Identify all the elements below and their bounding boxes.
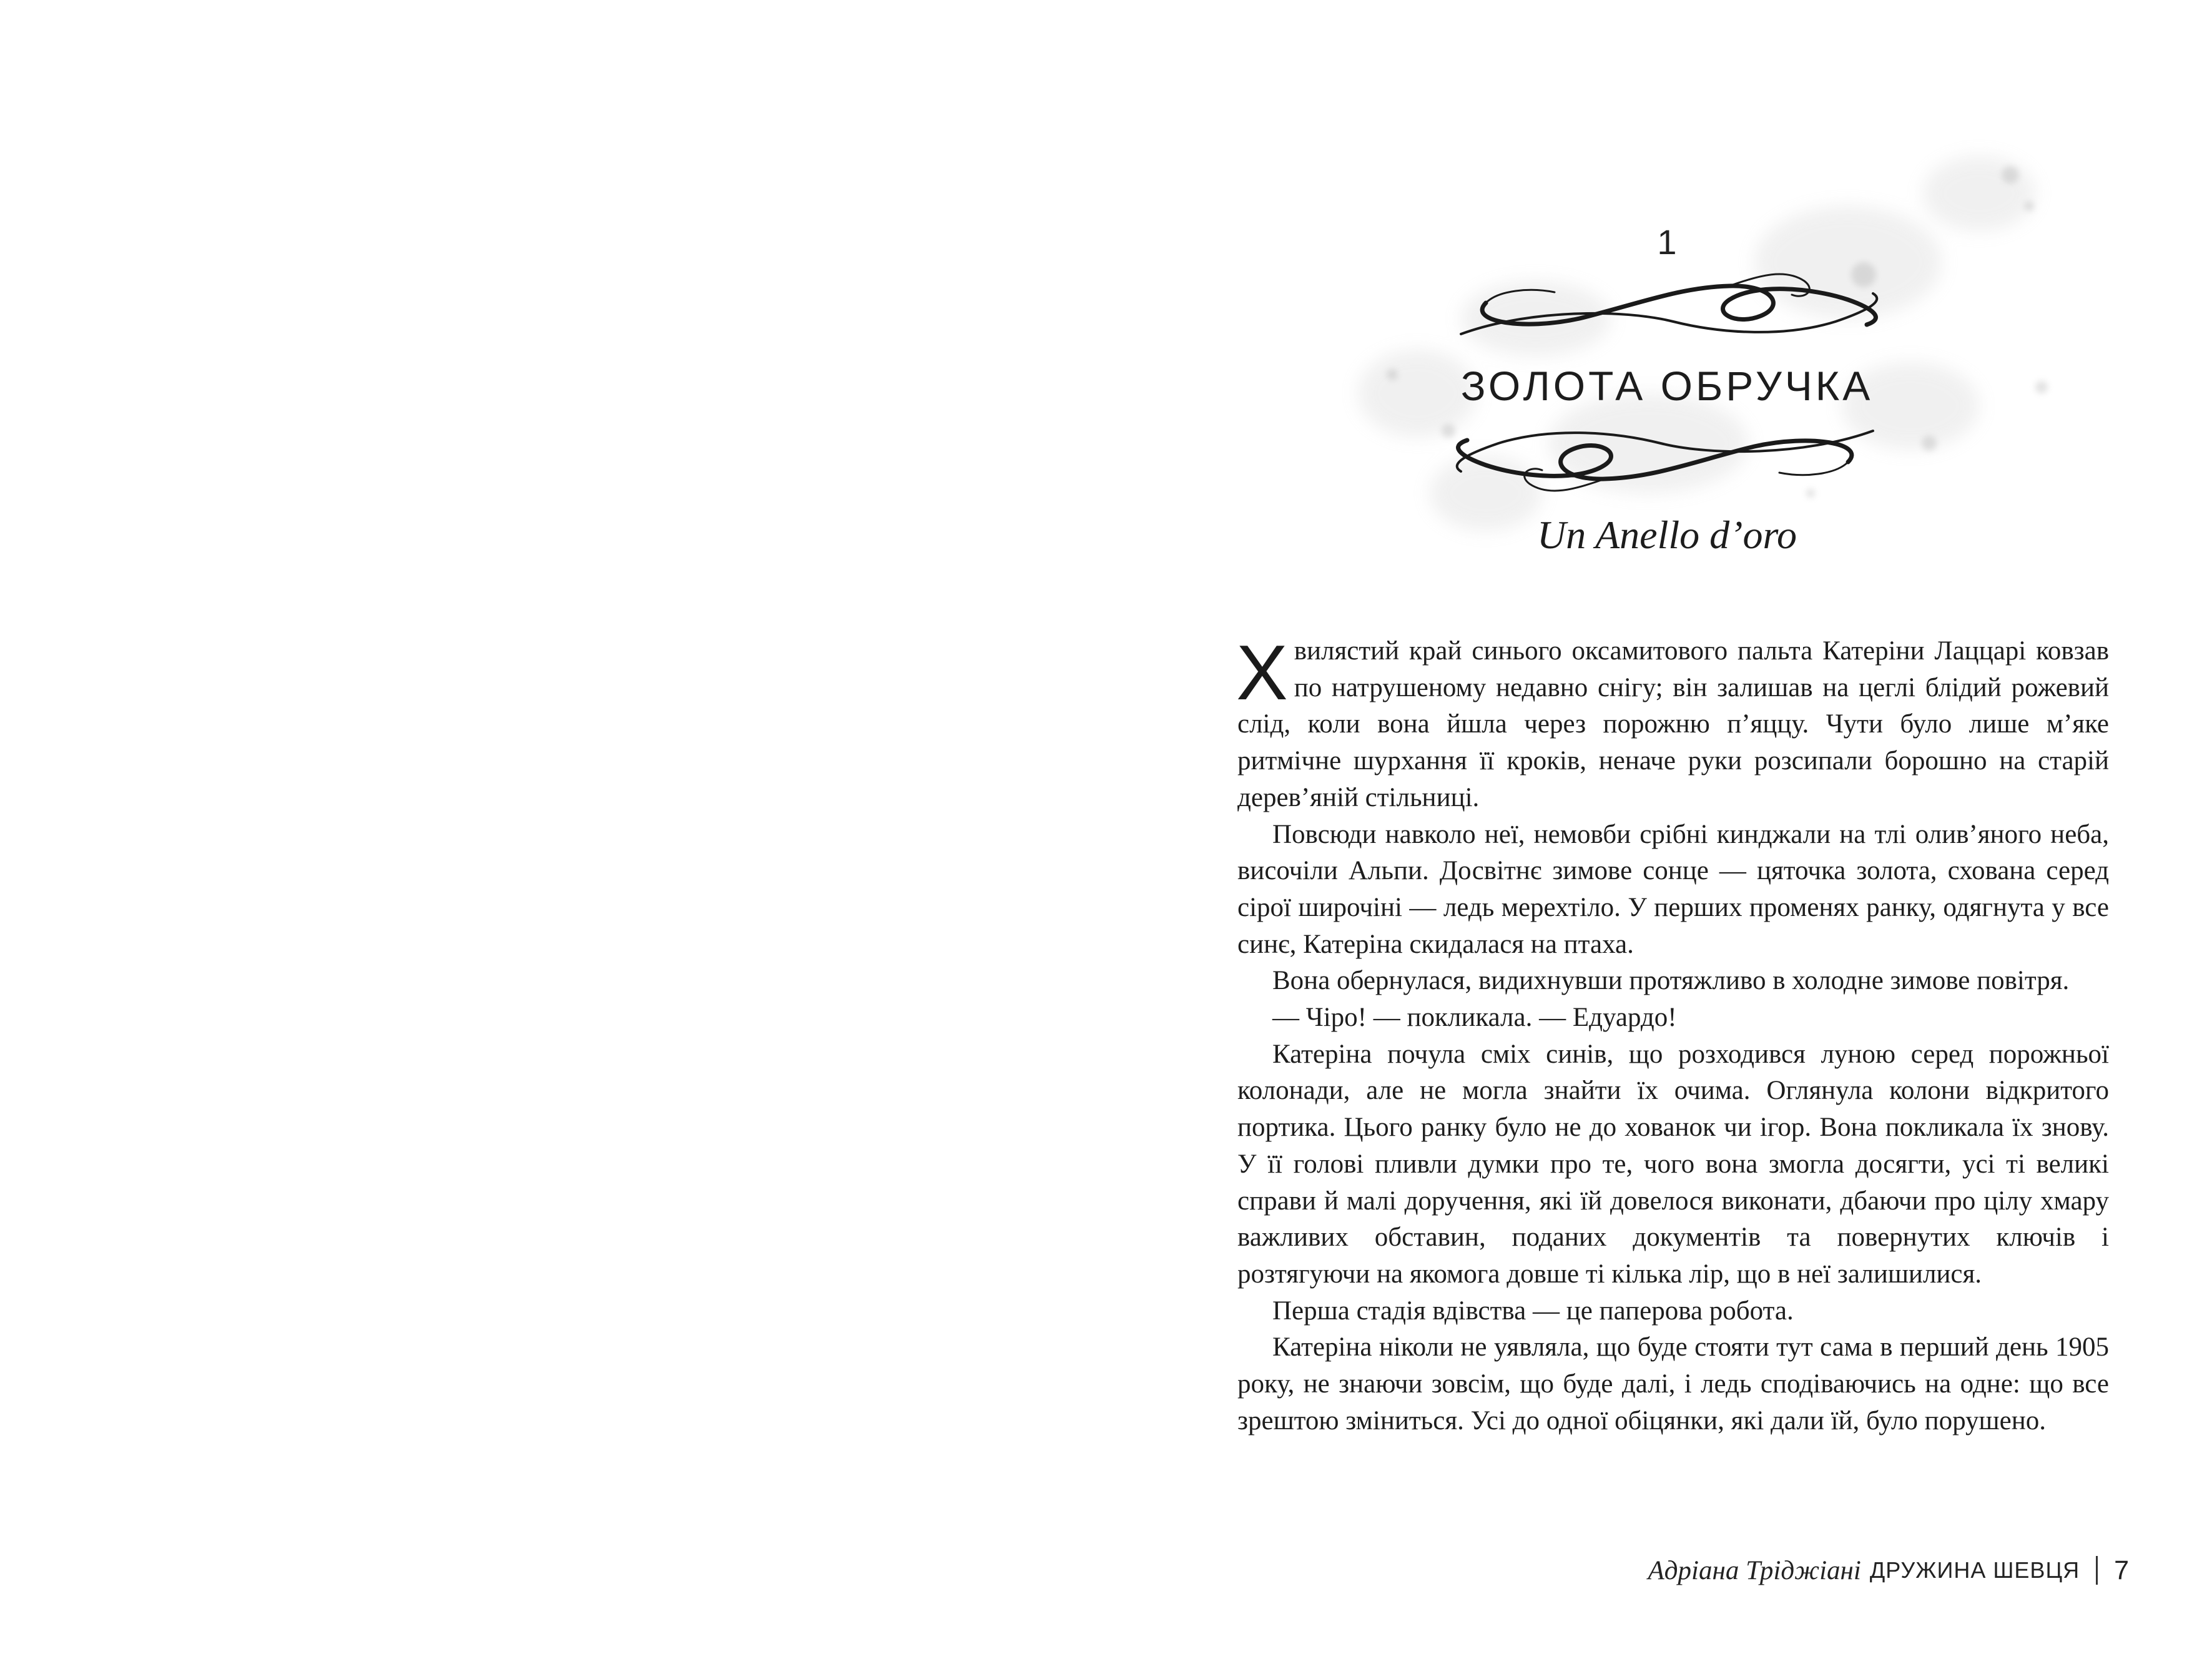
footer-divider xyxy=(2096,1556,2098,1585)
chapter-title: ЗОЛОТА ОБРУЧКА xyxy=(1460,363,1874,409)
paragraph-1-text: вилястий край синього оксамитового пальта Катеріни Лаццарі ковзав по натрушеному недавно снігу; він залишав на цеглі блідий рожевий слід, коли вона йшла через порожню п’яццу. Чути було лише м’яке ритмічне шурхання її кроків, неначе руки розсипали борошно на старій дерев’яній стільниці. xyxy=(1237,636,2109,812)
chapter-subtitle-italian: Un Anello d’oro xyxy=(1537,513,1797,557)
footer-author: Адріана Тріджіані xyxy=(1648,1555,1861,1585)
paragraph-4-dialogue: — Чіро! — покликала. — Едуардо! xyxy=(1272,1003,1677,1033)
flourish-ornament-bottom xyxy=(1436,415,1898,503)
chapter-number: 1 xyxy=(1657,222,1677,262)
paragraph-1 xyxy=(1236,630,2109,817)
page-number: 7 xyxy=(2114,1555,2129,1585)
drop-cap: Х xyxy=(1236,630,1288,716)
flourish-ornament-top xyxy=(1436,262,1898,350)
footer-book-title: ДРУЖИНА ШЕВЦЯ xyxy=(1869,1557,2080,1583)
chapter-body-text xyxy=(1236,630,2109,1439)
paragraph-7: Катеріна ніколи не уявляла, що буде стояти тут сама в перший день 1905 року, не знаючи зовсім, що буде далі, і ледь сподіваючись на одне: що все зрештою зміниться. Усі до одної обіцянки, які дали їй, було порушено. xyxy=(1237,1332,2109,1435)
paragraph-5: Катеріна почула сміх синів, що розходився луною серед порожньої колонади, але не могла знайти їх очима. Оглянула колони відкритого портика. Цього ранку було не до хованок чи ігор. Вона покликала їх знову. У її голові пливли думки про те, чого вона змогла досягти, усі ті великі справи й малі доручення, які їй довелося виконати, дбаючи про цілу хмару важливих обставин, поданих документів та повернутих ключів і розтягуючи на якомога довше ті кілька лір, що в неї залишилися. xyxy=(1237,1039,2109,1289)
page-footer xyxy=(1586,1552,2129,1589)
paragraph-6: Перша стадія вдівства — це паперова робота. xyxy=(1272,1296,1794,1326)
left-page-blank xyxy=(0,0,1105,1659)
paragraph-2: Повсюди навколо неї, немовби срібні кинджали на тлі олив’яного неба, височіли Альпи. Досвітнє зимове сонце — цяточка золота, схована серед сірої широчіні — ледь мерехтіло. У перших променях ранку, одягнута у все синє, Катеріна скидалася на птаха. xyxy=(1237,819,2109,959)
paragraph-3: Вона обернулася, видихнувши протяжливо в холодне зимове повітря. xyxy=(1272,966,2070,996)
